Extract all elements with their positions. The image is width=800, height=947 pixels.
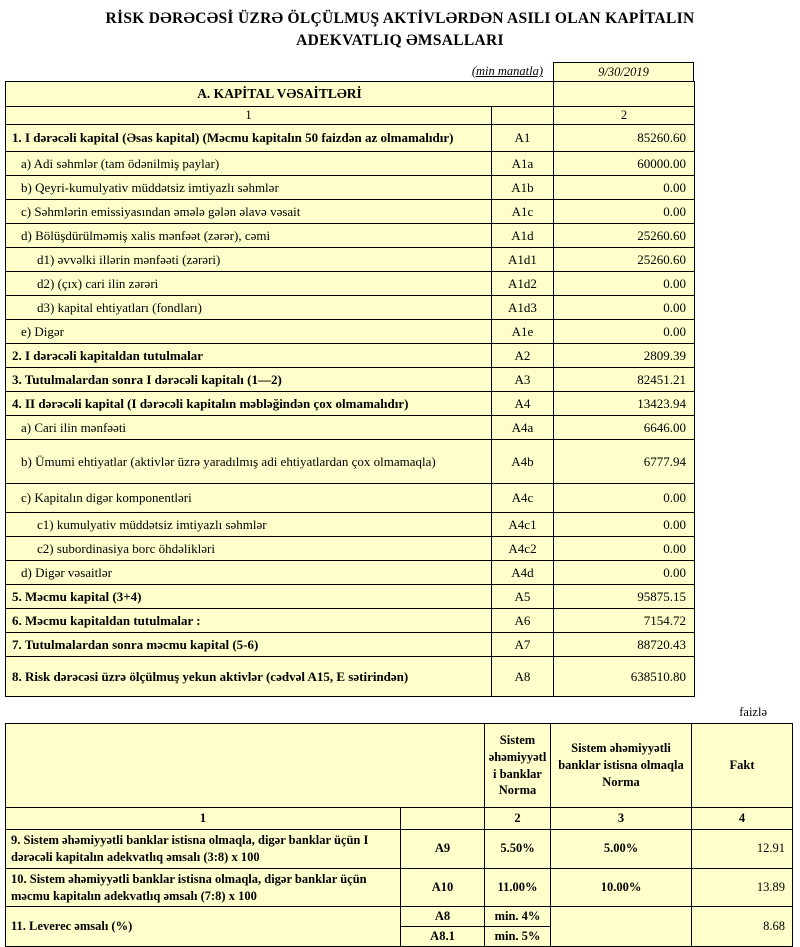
capital-row-code: A4c1	[492, 513, 554, 537]
capital-row-value: 88720.43	[554, 633, 695, 657]
capital-row-value: 0.00	[554, 176, 695, 200]
capital-row	[6, 561, 695, 585]
capital-row-label: 8. Risk dərəcəsi üzrə ölçülmuş yekun aktivlər (cədvəl A15, E sətirindən)	[6, 657, 492, 697]
capital-row-value: 7154.72	[554, 609, 695, 633]
page-title-line1: RİSK DƏRƏCƏSİ ÜZRƏ ÖLÇÜLMUŞ AKTİVLƏRDƏN ASILI OLAN KAPİTALIN	[105, 10, 695, 27]
page-title	[5, 8, 795, 52]
capital-row-code: A4a	[492, 416, 554, 440]
capital-row-value: 60000.00	[554, 152, 695, 176]
capital-row	[6, 248, 695, 272]
capital-row-label: d) Bölüşdürülməmiş xalis mənfəət (zərər), cəmi	[6, 224, 492, 248]
capital-row	[6, 368, 695, 392]
capital-row-code: A6	[492, 609, 554, 633]
capital-row	[6, 320, 695, 344]
capital-row-label: 2. I dərəcəli kapitaldan tutulmalar	[6, 344, 492, 368]
ratio-norma-other: 10.00%	[551, 868, 692, 907]
capital-row-code: A1d	[492, 224, 554, 248]
capital-row-value: 638510.80	[554, 657, 695, 697]
capital-row-value: 0.00	[554, 296, 695, 320]
capital-row-value: 0.00	[554, 537, 695, 561]
colnum-1: 1	[6, 107, 492, 125]
capital-row-value: 25260.60	[554, 224, 695, 248]
ratios-table	[5, 723, 793, 947]
capital-row	[6, 657, 695, 697]
ratios-colnum-4: 4	[692, 808, 793, 830]
ratios-header-row	[6, 724, 793, 808]
leverage-code-a8: A8	[401, 907, 485, 927]
capital-table-title: A. KAPİTAL VƏSAİTLƏRİ	[6, 82, 554, 107]
capital-row-value: 25260.60	[554, 248, 695, 272]
capital-row-label: e) Digər	[6, 320, 492, 344]
capital-row	[6, 392, 695, 416]
percent-note: faizlə	[739, 705, 767, 719]
capital-row	[6, 152, 695, 176]
leverage-norma-min4: min. 4%	[485, 907, 551, 927]
capital-row	[6, 125, 695, 152]
capital-row-value: 85260.60	[554, 125, 695, 152]
capital-row-label: 5. Məcmu kapital (3+4)	[6, 585, 492, 609]
capital-row-label: 4. II dərəcəli kapital (I dərəcəli kapitalın məbləğindən çox olmamalıdır)	[6, 392, 492, 416]
capital-row-value: 0.00	[554, 200, 695, 224]
capital-row-code: A3	[492, 368, 554, 392]
capital-row-code: A1d3	[492, 296, 554, 320]
capital-row-code: A4c2	[492, 537, 554, 561]
capital-row	[6, 440, 695, 484]
ratio-norma-other: 5.00%	[551, 829, 692, 868]
capital-row-value: 0.00	[554, 513, 695, 537]
capital-row-code: A1	[492, 125, 554, 152]
top-note-row	[5, 62, 694, 81]
capital-row-label: d) Digər vəsaitlər	[6, 561, 492, 585]
capital-row-label: c1) kumulyativ müddətsiz imtiyazlı səhmlər	[6, 513, 492, 537]
capital-row	[6, 296, 695, 320]
capital-row	[6, 416, 695, 440]
capital-row-value: 82451.21	[554, 368, 695, 392]
capital-row-value: 13423.94	[554, 392, 695, 416]
capital-row-code: A1a	[492, 152, 554, 176]
ratios-header-empty-cell	[6, 724, 485, 808]
capital-row-label: c) Səhmlərin emissiyasından əmələ gələn əlavə vəsait	[6, 200, 492, 224]
capital-row-code: A1e	[492, 320, 554, 344]
ratio-fact: 13.89	[692, 868, 793, 907]
capital-row-code: A7	[492, 633, 554, 657]
capital-row-value: 0.00	[554, 484, 695, 513]
capital-row-label: c2) subordinasiya borc öhdəlikləri	[6, 537, 492, 561]
capital-row	[6, 200, 695, 224]
capital-row-code: A4b	[492, 440, 554, 484]
capital-row-code: A4c	[492, 484, 554, 513]
capital-row-code: A4	[492, 392, 554, 416]
ratio-row-10	[6, 868, 793, 907]
capital-row	[6, 224, 695, 248]
capital-row-label: d1) əvvəlki illərin mənfəəti (zərəri)	[6, 248, 492, 272]
capital-row-label: a) Adi səhmlər (tam ödənilmiş paylar)	[6, 152, 492, 176]
ratio-norma-sib: 11.00%	[485, 868, 551, 907]
ratios-table-body	[6, 829, 793, 947]
ratios-colnum-3: 3	[551, 808, 692, 830]
capital-row-label: b) Qeyri-kumulyativ müddətsiz imtiyazlı səhmlər	[6, 176, 492, 200]
capital-row-label: 1. I dərəcəli kapital (Əsas kapital) (Məcmu kapitalın 50 faizdən az olmamalıdır)	[6, 125, 492, 152]
capital-row-code: A4d	[492, 561, 554, 585]
capital-table	[5, 81, 695, 697]
capital-row-code: A8	[492, 657, 554, 697]
colnum-2: 2	[554, 107, 695, 125]
capital-row	[6, 537, 695, 561]
capital-row-label: d2) (çıx) cari ilin zərəri	[6, 272, 492, 296]
ratios-colnum-1: 1	[6, 808, 401, 830]
ratios-colnum-empty	[401, 808, 485, 830]
leverage-label: 11. Leverec əmsalı (%)	[6, 907, 401, 947]
capital-row-code: A5	[492, 585, 554, 609]
leverage-row-a	[6, 907, 793, 927]
capital-row-label: a) Cari ilin mənfəəti	[6, 416, 492, 440]
capital-row	[6, 176, 695, 200]
capital-table-title-empty-cell	[554, 82, 695, 107]
ratio-row-9	[6, 829, 793, 868]
capital-row-label: 3. Tutulmalardan sonra I dərəcəli kapitalı (1—2)	[6, 368, 492, 392]
ratios-header-norma-sib: Sistem əhəmiyyətli banklar Norma	[485, 724, 551, 808]
capital-row	[6, 609, 695, 633]
capital-row-label: c) Kapitalın digər komponentləri	[6, 484, 492, 513]
capital-row-value: 0.00	[554, 561, 695, 585]
capital-row-value: 0.00	[554, 272, 695, 296]
leverage-norma-min5: min. 5%	[485, 927, 551, 947]
ratio-norma-sib: 5.50%	[485, 829, 551, 868]
capital-row-value: 6646.00	[554, 416, 695, 440]
capital-row-code: A1b	[492, 176, 554, 200]
capital-row	[6, 513, 695, 537]
colnum-empty	[492, 107, 554, 125]
capital-row-label: b) Ümumi ehtiyatlar (aktivlər üzrə yaradılmış adi ehtiyatlardan çox olmamaqla)	[6, 440, 492, 484]
capital-row-value: 6777.94	[554, 440, 695, 484]
leverage-fact: 8.68	[692, 907, 793, 947]
ratios-colnum-row	[6, 808, 793, 830]
capital-row-label: 7. Tutulmalardan sonra məcmu kapital (5-6)	[6, 633, 492, 657]
capital-row	[6, 484, 695, 513]
capital-table-colnum-row	[6, 107, 695, 125]
ratio-label: 10. Sistem əhəmiyyətli banklar istisna olmaqla, digər banklar üçün məcmu kapitalın adekvatlıq əmsalı (7:8) x 100	[6, 868, 401, 907]
capital-row	[6, 344, 695, 368]
unit-note: (min manatla)	[471, 64, 543, 78]
capital-row-code: A1d2	[492, 272, 554, 296]
capital-row-label: d3) kapital ehtiyatları (fondları)	[6, 296, 492, 320]
leverage-code-a81: A8.1	[401, 927, 485, 947]
capital-row-label: 6. Məcmu kapitaldan tutulmalar :	[6, 609, 492, 633]
capital-row-value: 0.00	[554, 320, 695, 344]
ratios-header-norma-other: Sistem əhəmiyyətli banklar istisna olmaqla Norma	[551, 724, 692, 808]
capital-table-title-row	[6, 82, 695, 107]
capital-row-code: A2	[492, 344, 554, 368]
ratio-fact: 12.91	[692, 829, 793, 868]
ratio-code: A10	[401, 868, 485, 907]
capital-row-code: A1d1	[492, 248, 554, 272]
report-date: 9/30/2019	[553, 62, 694, 81]
capital-row	[6, 272, 695, 296]
ratio-code: A9	[401, 829, 485, 868]
capital-row	[6, 585, 695, 609]
ratios-colnum-2: 2	[485, 808, 551, 830]
ratio-label: 9. Sistem əhəmiyyətli banklar istisna olmaqla, digər banklar üçün I dərəcəli kapitalın adekvatlıq əmsalı (3:8) x 100	[6, 829, 401, 868]
capital-row	[6, 633, 695, 657]
capital-row-value: 95875.15	[554, 585, 695, 609]
capital-table-body	[6, 125, 695, 697]
capital-row-value: 2809.39	[554, 344, 695, 368]
page-title-line2: ADEKVATLIQ ƏMSALLARI	[296, 32, 504, 49]
leverage-norma-other-empty	[551, 907, 692, 947]
ratios-header-fact: Fakt	[692, 724, 793, 808]
capital-row-code: A1c	[492, 200, 554, 224]
